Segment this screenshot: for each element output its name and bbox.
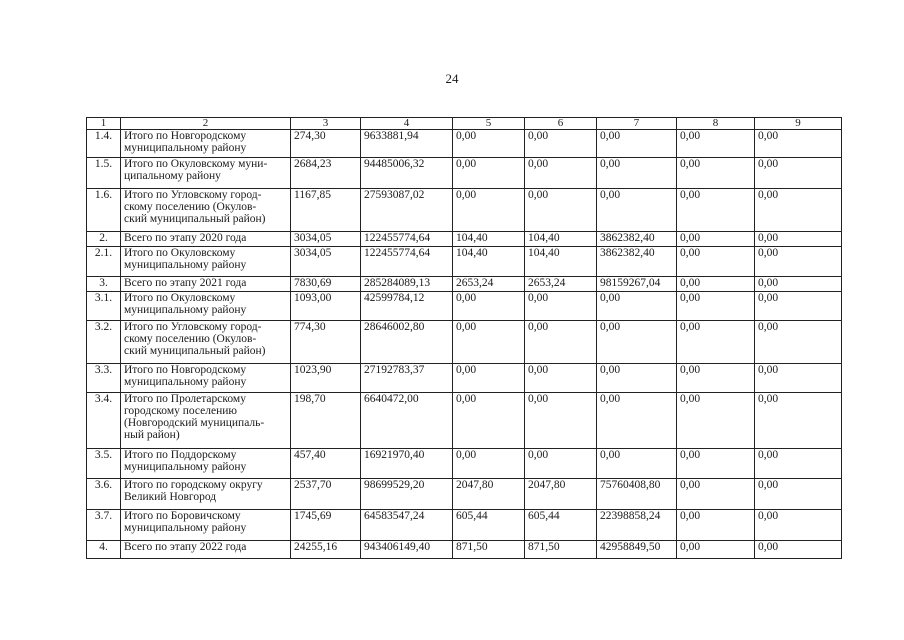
column-header-9: 9 [755, 118, 842, 130]
cell-col-6: 2047,80 [525, 479, 597, 510]
data-table [86, 117, 842, 559]
row-name-line: муниципальному району [124, 376, 247, 388]
cell-col-9: 0,00 [755, 479, 842, 510]
cell-col-5: 0,00 [453, 130, 525, 158]
table-row [87, 247, 842, 277]
cell-col-3: 7830,69 [291, 277, 361, 292]
row-name [121, 189, 291, 232]
cell-col-4: 16921970,40 [361, 449, 453, 479]
table-row [87, 510, 842, 541]
cell-col-6: 104,40 [525, 232, 597, 247]
cell-col-3: 774,30 [291, 321, 361, 364]
row-name-line: ский муниципальный район) [124, 345, 266, 357]
row-name [121, 321, 291, 364]
cell-col-3: 2684,23 [291, 158, 361, 189]
cell-col-9: 0,00 [755, 232, 842, 247]
row-number: 3.4. [87, 393, 121, 449]
cell-col-3: 3034,05 [291, 247, 361, 277]
table-row [87, 232, 842, 247]
row-number: 2.1. [87, 247, 121, 277]
cell-col-4: 28646002,80 [361, 321, 453, 364]
column-header-1: 1 [87, 118, 121, 130]
cell-col-6: 0,00 [525, 393, 597, 449]
row-number: 1.4. [87, 130, 121, 158]
row-name-line: Итого по Новгородскому [124, 364, 247, 376]
row-name-line: ципальному району [124, 170, 221, 182]
row-name-line: Итого по Пролетарскому [124, 393, 246, 405]
cell-col-6: 104,40 [525, 247, 597, 277]
row-number: 3.6. [87, 479, 121, 510]
row-name-line: Всего по этапу 2020 года [124, 232, 247, 244]
cell-col-4: 122455774,64 [361, 247, 453, 277]
row-name [121, 541, 291, 559]
page-number: 24 [445, 71, 459, 86]
row-name [121, 232, 291, 247]
table-row [87, 541, 842, 559]
cell-col-8: 0,00 [677, 479, 755, 510]
table-row [87, 189, 842, 232]
row-name-line: Итого по Окуловскому муни- [124, 158, 268, 170]
row-number: 3.2. [87, 321, 121, 364]
row-name-line: муниципальному району [124, 142, 247, 154]
cell-col-6: 0,00 [525, 189, 597, 232]
column-header-6: 6 [525, 118, 597, 130]
cell-col-9: 0,00 [755, 321, 842, 364]
cell-col-4: 42599784,12 [361, 292, 453, 321]
row-name-line: Итого по Угловскому город- [124, 321, 262, 333]
cell-col-6: 0,00 [525, 449, 597, 479]
cell-col-9: 0,00 [755, 393, 842, 449]
row-name [121, 247, 291, 277]
cell-col-8: 0,00 [677, 541, 755, 559]
cell-col-6: 0,00 [525, 130, 597, 158]
cell-col-6: 605,44 [525, 510, 597, 541]
row-name-line: (Новгородский муниципаль- [124, 417, 265, 429]
row-number: 2. [87, 232, 121, 247]
cell-col-9: 0,00 [755, 277, 842, 292]
cell-col-8: 0,00 [677, 321, 755, 364]
column-header-5: 5 [453, 118, 525, 130]
cell-col-4: 943406149,40 [361, 541, 453, 559]
cell-col-5: 0,00 [453, 393, 525, 449]
table-row [87, 321, 842, 364]
cell-col-3: 24255,16 [291, 541, 361, 559]
cell-col-5: 104,40 [453, 247, 525, 277]
row-name-line: Итого по Новгородскому [124, 130, 247, 142]
cell-col-3: 274,30 [291, 130, 361, 158]
row-name-line: Великий Новгород [124, 491, 217, 503]
row-name [121, 292, 291, 321]
cell-col-7: 0,00 [597, 449, 677, 479]
row-number: 3. [87, 277, 121, 292]
cell-col-5: 605,44 [453, 510, 525, 541]
cell-col-4: 94485006,32 [361, 158, 453, 189]
row-name [121, 364, 291, 393]
cell-col-9: 0,00 [755, 364, 842, 393]
cell-col-4: 27593087,02 [361, 189, 453, 232]
cell-col-3: 1023,90 [291, 364, 361, 393]
cell-col-9: 0,00 [755, 449, 842, 479]
row-name [121, 449, 291, 479]
row-name-line: Итого по Поддорскому [124, 449, 237, 461]
row-name-line: городскому поселению [124, 405, 238, 417]
cell-col-7: 0,00 [597, 130, 677, 158]
row-name-line: Итого по городскому округу [124, 479, 263, 491]
cell-col-5: 0,00 [453, 364, 525, 393]
cell-col-5: 104,40 [453, 232, 525, 247]
cell-col-8: 0,00 [677, 449, 755, 479]
cell-col-3: 198,70 [291, 393, 361, 449]
cell-col-4: 9633881,94 [361, 130, 453, 158]
cell-col-6: 2653,24 [525, 277, 597, 292]
cell-col-9: 0,00 [755, 541, 842, 559]
table-row [87, 292, 842, 321]
cell-col-4: 285284089,13 [361, 277, 453, 292]
cell-col-5: 2653,24 [453, 277, 525, 292]
row-name-line: Итого по Окуловскому [124, 247, 236, 259]
row-name-line: муниципальному району [124, 461, 247, 473]
cell-col-3: 1093,00 [291, 292, 361, 321]
row-name-line: ный район) [124, 429, 180, 441]
cell-col-8: 0,00 [677, 130, 755, 158]
cell-col-9: 0,00 [755, 130, 842, 158]
row-name-line: Итого по Боровичскому [124, 510, 241, 522]
cell-col-7: 0,00 [597, 292, 677, 321]
cell-col-7: 0,00 [597, 189, 677, 232]
row-name [121, 130, 291, 158]
row-name-line: муниципальному району [124, 259, 247, 271]
row-number: 3.7. [87, 510, 121, 541]
cell-col-7: 0,00 [597, 364, 677, 393]
cell-col-9: 0,00 [755, 247, 842, 277]
cell-col-5: 0,00 [453, 321, 525, 364]
cell-col-9: 0,00 [755, 189, 842, 232]
row-name [121, 158, 291, 189]
cell-col-7: 75760408,80 [597, 479, 677, 510]
cell-col-6: 0,00 [525, 321, 597, 364]
cell-col-8: 0,00 [677, 232, 755, 247]
row-name-line: Итого по Окуловскому [124, 292, 236, 304]
table-row [87, 479, 842, 510]
cell-col-8: 0,00 [677, 277, 755, 292]
table-row [87, 158, 842, 189]
table-body [87, 130, 842, 559]
row-number: 1.5. [87, 158, 121, 189]
row-name-line: ский муниципальный район) [124, 213, 266, 225]
cell-col-4: 6640472,00 [361, 393, 453, 449]
column-header-4: 4 [361, 118, 453, 130]
table-row [87, 277, 842, 292]
row-number: 3.1. [87, 292, 121, 321]
cell-col-7: 0,00 [597, 321, 677, 364]
cell-col-7: 98159267,04 [597, 277, 677, 292]
row-name-line: муниципальному району [124, 522, 247, 534]
column-header-3: 3 [291, 118, 361, 130]
row-name-line: скому поселению (Окулов- [124, 333, 257, 345]
row-name [121, 510, 291, 541]
cell-col-8: 0,00 [677, 292, 755, 321]
cell-col-5: 0,00 [453, 292, 525, 321]
cell-col-8: 0,00 [677, 510, 755, 541]
row-name-line: Всего по этапу 2021 года [124, 277, 247, 289]
row-number: 3.3. [87, 364, 121, 393]
column-header-8: 8 [677, 118, 755, 130]
cell-col-5: 871,50 [453, 541, 525, 559]
table-row [87, 393, 842, 449]
row-name [121, 277, 291, 292]
cell-col-9: 0,00 [755, 510, 842, 541]
cell-col-5: 2047,80 [453, 479, 525, 510]
column-header-2: 2 [121, 118, 291, 130]
row-name [121, 393, 291, 449]
cell-col-8: 0,00 [677, 364, 755, 393]
cell-col-5: 0,00 [453, 449, 525, 479]
header-row [87, 118, 842, 130]
table-row [87, 130, 842, 158]
cell-col-8: 0,00 [677, 189, 755, 232]
cell-col-4: 122455774,64 [361, 232, 453, 247]
row-name [121, 479, 291, 510]
row-name-line: Всего по этапу 2022 года [124, 541, 247, 553]
cell-col-8: 0,00 [677, 393, 755, 449]
cell-col-5: 0,00 [453, 189, 525, 232]
row-name-line: скому поселению (Окулов- [124, 201, 257, 213]
row-number: 1.6. [87, 189, 121, 232]
cell-col-6: 871,50 [525, 541, 597, 559]
cell-col-3: 1167,85 [291, 189, 361, 232]
cell-col-7: 3862382,40 [597, 232, 677, 247]
cell-col-3: 457,40 [291, 449, 361, 479]
cell-col-4: 27192783,37 [361, 364, 453, 393]
cell-col-5: 0,00 [453, 158, 525, 189]
row-name-line: муниципальному району [124, 304, 247, 316]
cell-col-9: 0,00 [755, 158, 842, 189]
cell-col-6: 0,00 [525, 158, 597, 189]
cell-col-6: 0,00 [525, 292, 597, 321]
cell-col-3: 1745,69 [291, 510, 361, 541]
row-number: 4. [87, 541, 121, 559]
row-number: 3.5. [87, 449, 121, 479]
cell-col-8: 0,00 [677, 158, 755, 189]
cell-col-3: 3034,05 [291, 232, 361, 247]
cell-col-4: 98699529,20 [361, 479, 453, 510]
column-header-7: 7 [597, 118, 677, 130]
cell-col-4: 64583547,24 [361, 510, 453, 541]
cell-col-7: 42958849,50 [597, 541, 677, 559]
cell-col-7: 0,00 [597, 158, 677, 189]
row-name-line: Итого по Угловскому город- [124, 189, 262, 201]
cell-col-3: 2537,70 [291, 479, 361, 510]
table-row [87, 364, 842, 393]
cell-col-7: 22398858,24 [597, 510, 677, 541]
cell-col-8: 0,00 [677, 247, 755, 277]
cell-col-7: 3862382,40 [597, 247, 677, 277]
cell-col-6: 0,00 [525, 364, 597, 393]
table-row [87, 449, 842, 479]
cell-col-7: 0,00 [597, 393, 677, 449]
cell-col-9: 0,00 [755, 292, 842, 321]
